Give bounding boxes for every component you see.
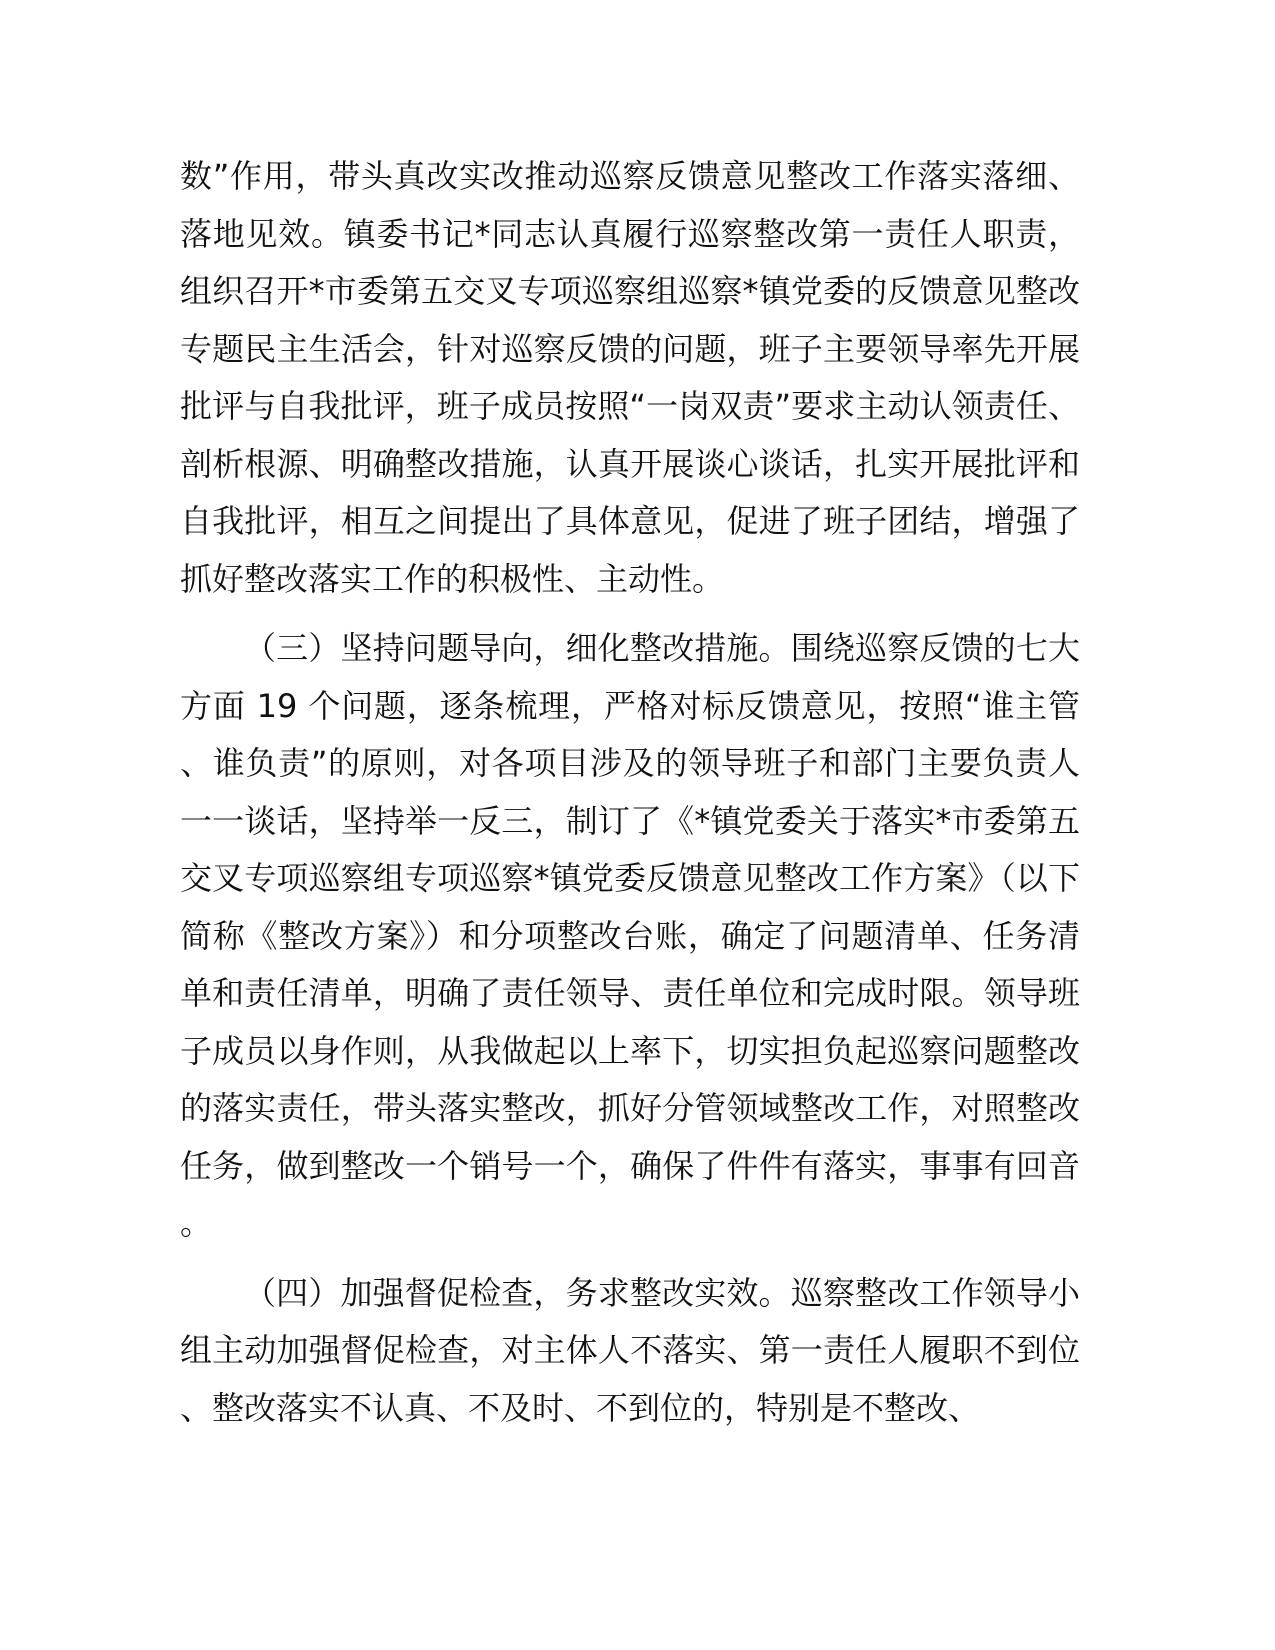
paragraph-section-four: （四）加强督促检查，务求整改实效。巡察整改工作领导小组主动加强督促检查，对主体人不落实、第一责任人履职不到位、整改落实不认真、不及时、不到位的，特别是不整改、 [180,1273,1080,1427]
paragraph-continuation: 数”作用，带头真改实改推动巡察反馈意见整改工作落实落细、落地见效。镇委书记*同志认真履行巡察整改第一责任人职责，组织召开*市委第五交叉专项巡察组巡察*镇党委的反馈意见整改专题民主生活会，针对巡察反馈的问题，班子主要领导率先开展批评与自我批评，班子成员按照“一岗双责”要求主动认领责任、剖析根源、明确整改措施，认真开展谈心谈话，扎实开展批评和自我批评，相互之间提出了具体意见，促进了班子团结，增强了抓好整改落实工作的积极性、主动性。 [180,157,1080,598]
document-page [180,148,1080,1437]
paragraph-section-three: （三）坚持问题导向，细化整改措施。围绕巡察反馈的七大方面 19 个问题，逐条梳理，严格对标反馈意见，按照“谁主管、谁负责”的原则，对各项目涉及的领导班子和部门主要负责人一一谈话，坚持举一反三，制订了《*镇党委关于落实*市委第五交叉专项巡察组专项巡察*镇党委反馈意见整改工作方案》（以下简称《整改方案》）和分项整改台账，确定了问题清单、任务清单和责任清单，明确了责任领导、责任单位和完成时限。领导班子成员以身作则，从我做起以上率下，切实担负起巡察问题整改的落实责任，带头落实整改，抓好分管领域整改工作，对照整改任务，做到整改一个销号一个，确保了件件有落实，事事有回音。 [180,629,1080,1242]
